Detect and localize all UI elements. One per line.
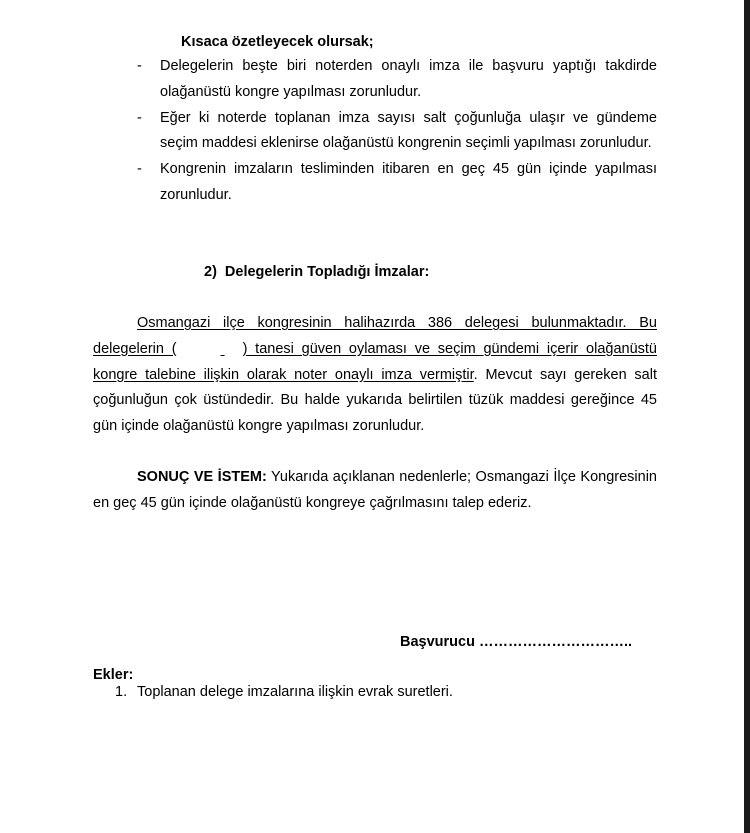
bullet-dash: -: [137, 58, 142, 74]
conclusion-text: Yukarıda açıklanan nedenlerle; Osmangazi İlçe Kongresinin en geç 45 gün içinde olağanüstü kongreye çağrılmasını talep ederiz.: [93, 469, 657, 511]
summary-item-text: Eğer ki noterde toplanan imza sayısı salt çoğunluğa ulaşır ve gündeme seçim maddesi eklenirse olağanüstü kongrenin seçimli yapılması zorunludur.: [160, 109, 657, 152]
paragraph-rest: . Mevcut sayı gereken salt çoğunluğun çok üstündedir. Bu halde yukarıda belirtilen tüzük maddesi gereğince 45 gün içinde olağanüstü kongre yapılması zorunludur.: [93, 366, 657, 435]
summary-item-text: Kongrenin imzaların tesliminden itibaren en geç 45 gün içinde yapılması zorunludur.: [160, 161, 657, 203]
applicant-signature-line: [400, 632, 632, 652]
summary-item-text: Delegelerin beşte biri noterden onaylı imza ile başvuru yaptığı takdirde olağanüstü kongre yapılması zorunludur.: [160, 58, 657, 100]
applicant-dots: …………………………..: [478, 634, 633, 650]
bullet-dash: -: [137, 109, 142, 126]
summary-heading: Kısaca özetleyecek olursak;: [181, 34, 374, 50]
attachment-number: 1.: [115, 684, 128, 700]
attachments-list: [115, 682, 453, 702]
summary-item: [137, 106, 657, 158]
bullet-dash: -: [137, 161, 142, 178]
attachment-text: Toplanan delege imzalarına ilişkin evrak suretleri.: [137, 684, 453, 700]
blank-count: [177, 337, 243, 363]
section-number: 2): [204, 264, 217, 280]
signatures-paragraph: [93, 311, 657, 440]
section-title: Delegelerin Topladığı İmzalar:: [224, 264, 430, 280]
page-edge: [744, 0, 750, 833]
summary-list: [137, 54, 657, 209]
summary-item: [137, 54, 657, 106]
section-heading: [204, 262, 429, 282]
underlined-text-part2: ) tanesi güven oylaması ve seçim gündemi içerir olağanüstü kongre talebine ilişkin olarak noter onaylı imza vermiştir: [93, 340, 657, 383]
conclusion-paragraph: [93, 465, 657, 517]
underlined-text-part1: Osmangazi ilçe kongresinin halihazırda 386 delegesi bulunmaktadır. Bu delegelerin (: [93, 315, 657, 357]
applicant-label: Başvurucu: [400, 634, 475, 650]
conclusion-label: SONUÇ VE İSTEM:: [137, 469, 267, 485]
summary-item: [137, 157, 657, 209]
attachments-label: Ekler:: [93, 667, 134, 683]
attachment-item: [115, 682, 453, 702]
